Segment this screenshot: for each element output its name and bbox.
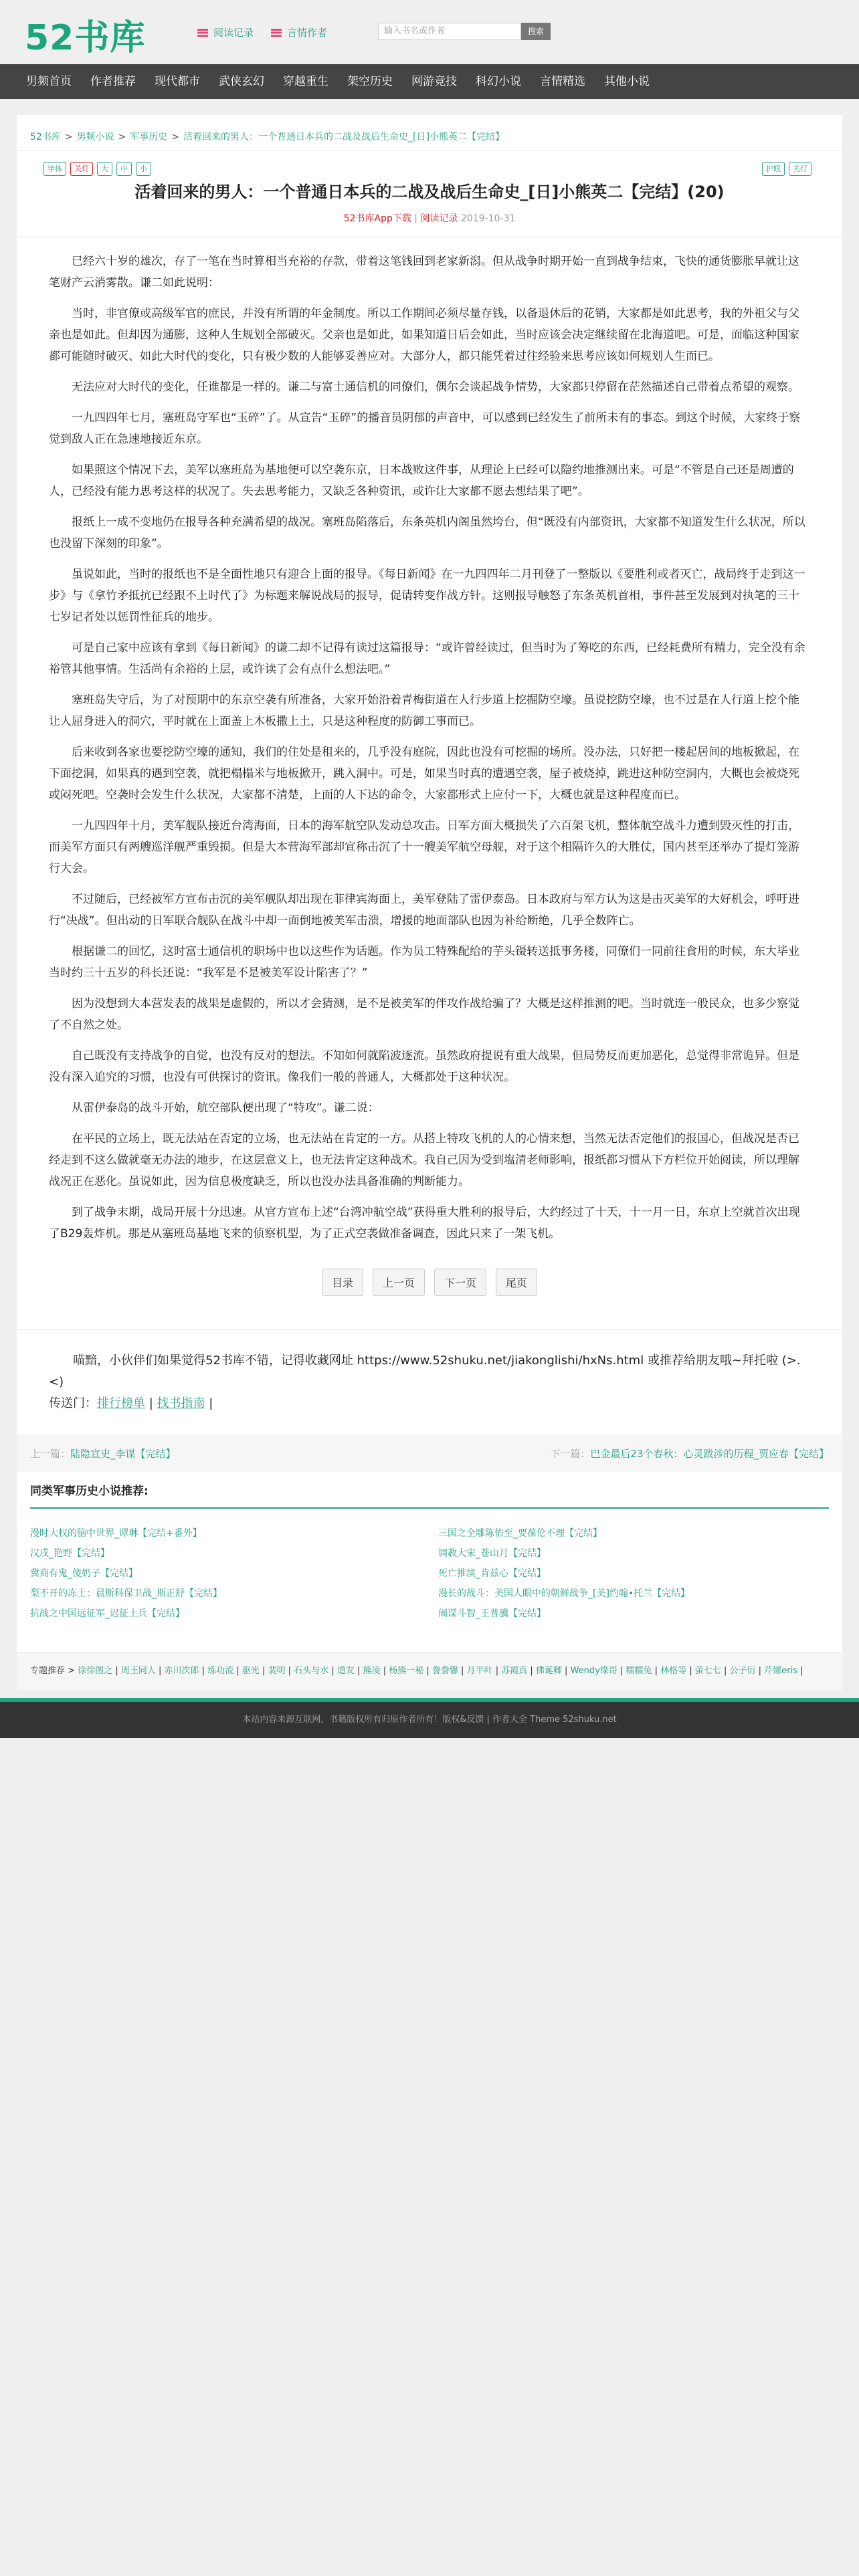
topic-separator: | xyxy=(155,1666,165,1676)
reading-record-link[interactable] xyxy=(197,25,254,39)
next-label: 下一篇： xyxy=(550,1448,591,1460)
list-icon xyxy=(197,29,208,37)
topic-link[interactable]: 赤川次郎 xyxy=(164,1666,199,1676)
content-paragraph: 虽说如此，当时的报纸也不是全面性地只有迎合上面的报导。《每日新闻》在一九四四年二月刊登了一整版以《要胜利或者灭亡，战局终于走到这一步》与《拿竹矛抵抗已经跟不上时代了》为标题来解说战局的报导，促请转变作战方针。这则报导触怒了东条英机首相，事件甚至发展到对执笔的三十七岁记者处以惩罚性征兵的地步。 xyxy=(49,568,805,624)
content-paragraph: 可是自己家中应该有拿到《每日新闻》的谦二却不记得有读过这篇报导：“或许曾经读过，但当时为了筹吃的东西，已经耗费所有精力，完全没有余裕管其他事情。生活尚有余裕的上层，或许读了会有点什么想法吧。” xyxy=(49,641,805,676)
nav-item[interactable]: 现代都市 xyxy=(155,75,200,88)
content-paragraph: 塞班岛失守后，为了对预期中的东京空袭有所准备，大家开始沿着青梅街道在人行步道上挖掘防空壕。虽说挖防空壕，也不过是在人行道上挖个能让人屈身进入的洞穴，平时就在上面盖上木板撒上土，只是这种程度的防御工事而已。 xyxy=(49,693,799,728)
content-paragraph: 因为没想到大本营发表的战果是虚假的，所以才会猜测，是不是被美军的伴攻作战给骗了？大概是这样推测的吧。当时就连一般民众，也多少察觉了不自然之处。 xyxy=(49,997,799,1032)
content-paragraph: 已经六十岁的雄次，存了一笔在当时算相当充裕的存款，带着这笔钱回到老家新潟。但从战争时期开始一直到战争结束，飞快的通货膨胀早就让这笔财产云消雾散。谦二如此说明： xyxy=(49,255,799,290)
next-book-link[interactable]: 巴金最后23个春秋：心灵跋涉的历程_贾应春【完结】 xyxy=(590,1448,829,1460)
next-page-button[interactable]: 下一页 xyxy=(434,1269,486,1296)
topic-link[interactable]: 萤七七 xyxy=(694,1666,721,1676)
chapter-pager xyxy=(17,1261,842,1329)
reading-record-label: 阅读记录 xyxy=(213,27,254,39)
nav-item[interactable]: 其他小说 xyxy=(604,75,650,88)
main-nav xyxy=(0,64,859,99)
site-logo[interactable]: 52书库 xyxy=(25,18,146,58)
content-paragraph: 自己既没有支持战争的自觉，也没有反对的想法。不知如何就陷波逐流。虽然政府提说有重大战果，但局势反而更加恶化，总觉得非常诡异。但是没有深入追究的习惯，也没有可供探讨的资讯。像我们一般的普通人，大概都处于这种状况。 xyxy=(49,1049,799,1084)
topic-separator: | xyxy=(721,1666,730,1676)
topic-separator: | xyxy=(527,1666,536,1676)
topic-separator: | xyxy=(686,1666,695,1676)
breadcrumb-category[interactable]: 男频小说 xyxy=(76,132,114,142)
toc-button[interactable]: 目录 xyxy=(322,1269,363,1296)
prev-label: 上一篇： xyxy=(30,1448,71,1460)
topic-link[interactable]: 芹娜eris xyxy=(764,1666,797,1676)
font-large-button[interactable]: 大 xyxy=(97,162,112,176)
topic-link[interactable]: 熊凌 xyxy=(363,1666,381,1676)
topic-link[interactable]: 月半叶 xyxy=(466,1666,493,1676)
nav-item[interactable]: 武侠玄幻 xyxy=(219,75,264,88)
recommend-link[interactable]: 调教大宋_苍山月【完结】 xyxy=(438,1548,546,1559)
recommend-link[interactable]: 梨不开的冻土：晨斯科保卫战_斯正舒【完结】 xyxy=(30,1588,222,1599)
bookmark-notice xyxy=(17,1329,842,1434)
favorite-authors-link[interactable] xyxy=(271,25,327,39)
recommend-link[interactable]: 死亡推演_肯兹心【完结】 xyxy=(438,1568,546,1579)
topic-link[interactable]: 杨熊一秘 xyxy=(389,1666,424,1676)
topic-separator: | xyxy=(797,1666,803,1676)
topic-link[interactable]: 公子衍 xyxy=(729,1666,756,1676)
topic-separator: | xyxy=(199,1666,208,1676)
site-footer xyxy=(0,1698,859,1738)
reading-tools xyxy=(17,150,842,175)
topic-link[interactable]: 石头与水 xyxy=(294,1666,329,1676)
recommend-link[interactable]: 漫长的战斗：美国人眼中的朝鲜战争_[美]约翰•托兰【完结】 xyxy=(438,1588,690,1599)
topic-separator: | xyxy=(458,1666,467,1676)
prev-page-button[interactable]: 上一页 xyxy=(373,1269,425,1296)
topic-separator: | xyxy=(423,1666,432,1676)
portal-label: 传送门： xyxy=(49,1396,97,1410)
topic-link[interactable]: 徐徐图之 xyxy=(78,1666,113,1676)
topic-separator: | xyxy=(259,1666,268,1676)
recommend-link[interactable]: 抗战之中国远征军_迟征土兵【完结】 xyxy=(30,1608,185,1619)
topic-separator: | xyxy=(755,1666,765,1676)
topic-separator: | xyxy=(380,1666,389,1676)
topic-separator: | xyxy=(617,1666,626,1676)
recommend-link[interactable]: 冀商有鬼_傻奶子【完结】 xyxy=(30,1568,138,1579)
recommend-link[interactable]: 汉戌_艳野【完结】 xyxy=(30,1548,110,1559)
topic-separator: | xyxy=(354,1666,363,1676)
topic-link[interactable]: 驱光 xyxy=(242,1666,260,1676)
topic-link[interactable]: 裴明 xyxy=(268,1666,286,1676)
list-icon xyxy=(271,29,282,37)
topic-separator: | xyxy=(561,1666,571,1676)
font-medium-button[interactable]: 中 xyxy=(116,162,132,176)
publish-date: 2019-10-31 xyxy=(460,213,516,224)
topic-recommend xyxy=(17,1652,842,1690)
content-paragraph: 在平民的立场上，既无法站在否定的立场，也无法站在肯定的一方。从搭上特攻飞机的人的心情来想，当然无法否定他们的报国心，但战况是否已经走到不这么做就毫无办法的地步，在这层意义上，也无法肯定这种战术。我自己因为受到塩清老师影响，报纸都习惯从下方栏位开始阅读，所以理解战况正在恶化。虽说如此，因为信息极度缺乏，所以也没办法具备准确的判断能力。 xyxy=(49,1132,799,1188)
notice-text: 喵黯，小伙伴们如果觉得52书库不错，记得收藏网址 https://www.52shuku.net/jiakonglishi/hxNs.html 或推荐给朋友哦~拜托啦 (>.<) xyxy=(49,1354,801,1389)
last-page-button[interactable]: 尾页 xyxy=(496,1269,537,1296)
app-download-link[interactable]: 52书库App下载 xyxy=(343,213,411,224)
topic-separator: | xyxy=(652,1666,661,1676)
search-button[interactable]: 搜索 xyxy=(521,23,551,40)
topic-separator: | xyxy=(112,1666,121,1676)
chapter-meta: 52书库App下载 | 阅读记录 2019-10-31 xyxy=(343,213,516,224)
chapter-card xyxy=(17,115,842,1690)
nav-item[interactable]: 架空历史 xyxy=(347,75,393,88)
content-paragraph: 无法应对大时代的变化，任谁都是一样的。谦二与富士通信机的同僚们，偶尔会谈起战争情势，大家都只停留在茫然描述自己带着点希望的观察。 xyxy=(72,381,799,394)
nav-item[interactable]: 网游竞技 xyxy=(411,75,457,88)
topic-separator: | xyxy=(492,1666,502,1676)
eye-care-button[interactable]: 护眼 xyxy=(762,162,785,176)
nav-item[interactable]: 穿越重生 xyxy=(283,75,328,88)
search-input[interactable]: 输入书名或作者 xyxy=(378,23,521,40)
content-paragraph: 后来收到各家也要挖防空壕的通知，我们的住处是租来的，几乎没有庭院，因此也没有可挖掘的场所。没办法，只好把一楼起居间的地板掀起，在下面挖洞，如果真的遇到空袭，就把榻榻米与地板掀开，跳入洞中。可是，如果当时真的遭遇空袭，屋子被烧掉，跳进这种防空洞内，大概也会被烧死或闷死吧。空袭时会发生什么状况，大家都不清楚，上面的人下达的命令，大家都形式上应付一下，大概也就是这种程度而已。 xyxy=(49,746,799,802)
breadcrumb: 52书库 > 男频小说 > 军事历史 > 活着回来的男人：一个普通日本兵的二战及战后生命史_[日]小熊英二【完结】 xyxy=(17,115,842,150)
search-form xyxy=(378,23,551,40)
night-mode-button[interactable]: 关灯 xyxy=(789,162,812,176)
nav-item[interactable]: 作者推荐 xyxy=(90,75,136,88)
recommendations xyxy=(17,1472,842,1652)
separator: | xyxy=(149,1396,153,1410)
content-paragraph: 根据谦二的回忆，这时富士通信机的职场中也以这些作为话题。作为员工特殊配给的芋头镊转送抵事务楼，同僚们一同前往食用的时候，东大毕业当时约三十五岁的科长还说：“我军是不是被美军设计陷害了？” xyxy=(49,945,799,980)
recommend-link[interactable]: 三国之全雕陈佑至_要葆伦不理【完结】 xyxy=(438,1528,602,1539)
content-paragraph: 到了战争末期，战局开展十分迅速。从官方宣布上述“台湾冲航空战”获得重大胜利的报导后，大约经过了十天，十一月一日，东京上空就首次出现了B29轰炸机。那是从塞班岛基地飞来的侦察机型，为了正式空袭做准备调查，因此只来了一架飞机。 xyxy=(49,1206,800,1241)
font-small-button[interactable]: 小 xyxy=(136,162,151,176)
recommendations-title: 同类军事历史小说推荐: xyxy=(30,1481,829,1509)
footer-text: 本站内容来源互联网，书籍版权所有归原作者所有！版权&反馈 | 作者大全 Theme 52shuku.net xyxy=(242,1715,617,1725)
breadcrumb-subcategory[interactable]: 军事历史 xyxy=(130,132,168,142)
font-button[interactable]: 字体 xyxy=(43,162,66,176)
topic-separator: | xyxy=(328,1666,337,1676)
topics-label: 专题推荐 > xyxy=(30,1666,76,1676)
recommend-link[interactable]: 漫时大权的脑中世界_谭琳【完结+番外】 xyxy=(30,1528,202,1539)
topic-link[interactable]: 道友 xyxy=(337,1666,355,1676)
topic-link[interactable]: 糯糯兔 xyxy=(626,1666,652,1676)
nav-item[interactable]: 男频首页 xyxy=(26,75,72,88)
prev-next-bar xyxy=(17,1434,842,1472)
guide-link[interactable]: 找书指南 xyxy=(157,1396,205,1410)
recommend-link[interactable]: 闹谋斗智_王普骥【完结】 xyxy=(438,1608,546,1619)
content-paragraph: 不过随后，已经被军方宣布击沉的美军舰队却出现在菲律宾海面上，美军登陆了雷伊泰岛。日本政府与军方认为这是击灭美军的大好机会，呼吁进行“决战”。但出动的日军联合舰队在战斗中却一面倒地被美军击溃，增援的地面部队也因为补给断绝，几乎全数阵亡。 xyxy=(49,893,799,928)
nav-item[interactable]: 科幻小说 xyxy=(476,75,521,88)
content-paragraph: 从雷伊泰岛的战斗开始，航空部队便出现了“特攻”。谦二说： xyxy=(72,1101,379,1115)
prev-book-link[interactable]: 陆隐宣史_李谋【完结】 xyxy=(70,1448,176,1460)
content-paragraph: 一九四四年十月，美军舰队接近台湾海面，日本的海军航空队发动总攻击。日军方面大概损失了六百架飞机，整体航空战斗力遭到毁灭性的打击，而美军方面只有两艘巡洋舰严重毁损。但是大本营海军部却宣称击沉了十一艘美军航空母舰，对于这个相隔许久的大胜仗，国内甚至还举办了提灯笼游行大会。 xyxy=(49,819,799,875)
meta-reading-record-link[interactable]: 阅读记录 xyxy=(420,213,458,224)
breadcrumb-book[interactable]: 活着回来的男人：一个普通日本兵的二战及战后生命史_[日]小熊英二【完结】 xyxy=(183,132,504,142)
light-off-button[interactable]: 关灯 xyxy=(70,162,93,176)
topic-link[interactable]: 佛诞卿 xyxy=(535,1666,562,1676)
chapter-content xyxy=(17,237,842,1261)
content-paragraph: 当时，非官僚或高级军官的庶民，并没有所谓的年金制度。所以工作期间必须尽量存钱，以备退休后的花销，大家都是如此思考，我的外祖父与父亲也是如此。但却因为通膨，这种人生规划全部破灭。父亲也是如此，如果知道日后会如此，当时应该会决定继续留在北海道吧。可是，面临这种国家都可能随时破灭、如此大时代的变化，只有极少数的人能够妥善应对。大部分人，都只能凭着过往经验来思考应该如何规划人生而已。 xyxy=(49,307,799,363)
content-paragraph: 一九四四年七月，塞班岛守军也“玉碎”了。从宣告“玉碎”的播音员阴郁的声音中，可以感到已经发生了前所未有的事态。到这个时候，大家终于察觉到敌人正在急速地接近东京。 xyxy=(49,411,801,446)
topic-separator: | xyxy=(233,1666,242,1676)
content-paragraph: 报纸上一成不变地仍在报导各种充满希望的战况。塞班岛陷落后，东条英机内阁虽然垮台，但“既没有内部资讯，大家都不知道发生什么状况，所以也没留下深刻的印象”。 xyxy=(49,516,805,550)
favorite-authors-label: 言情作者 xyxy=(287,27,328,39)
chapter-title: 活着回来的男人：一个普通日本兵的二战及战后生命史_[日]小熊英二【完结】(20) xyxy=(134,183,725,201)
topic-link[interactable]: 林格等 xyxy=(660,1666,687,1676)
site-header xyxy=(17,0,842,64)
topic-separator: | xyxy=(285,1666,294,1676)
topic-link[interactable]: Wendy缘哥 xyxy=(570,1666,617,1676)
breadcrumb-home[interactable]: 52书库 xyxy=(30,132,61,142)
topic-link[interactable]: 练功流 xyxy=(207,1666,234,1676)
content-paragraph: 如果照这个情况下去，美军以塞班岛为基地便可以空袭东京，日本战败这件事，从理论上已经可以隐约地推测出来。可是“不管是自己还是周遭的人，已经没有能力思考这样的状况了。失去思考能力，又缺乏各种资讯，或许让大家都不愿去想结果了吧”。 xyxy=(49,463,794,498)
topic-link[interactable]: 誊誊馨 xyxy=(432,1666,458,1676)
topic-link[interactable]: 周王同人 xyxy=(120,1666,156,1676)
nav-item[interactable]: 言情精选 xyxy=(540,75,585,88)
ranking-link[interactable]: 排行榜单 xyxy=(97,1396,145,1410)
separator: | xyxy=(209,1396,213,1410)
topic-link[interactable]: 苏霞真 xyxy=(501,1666,528,1676)
